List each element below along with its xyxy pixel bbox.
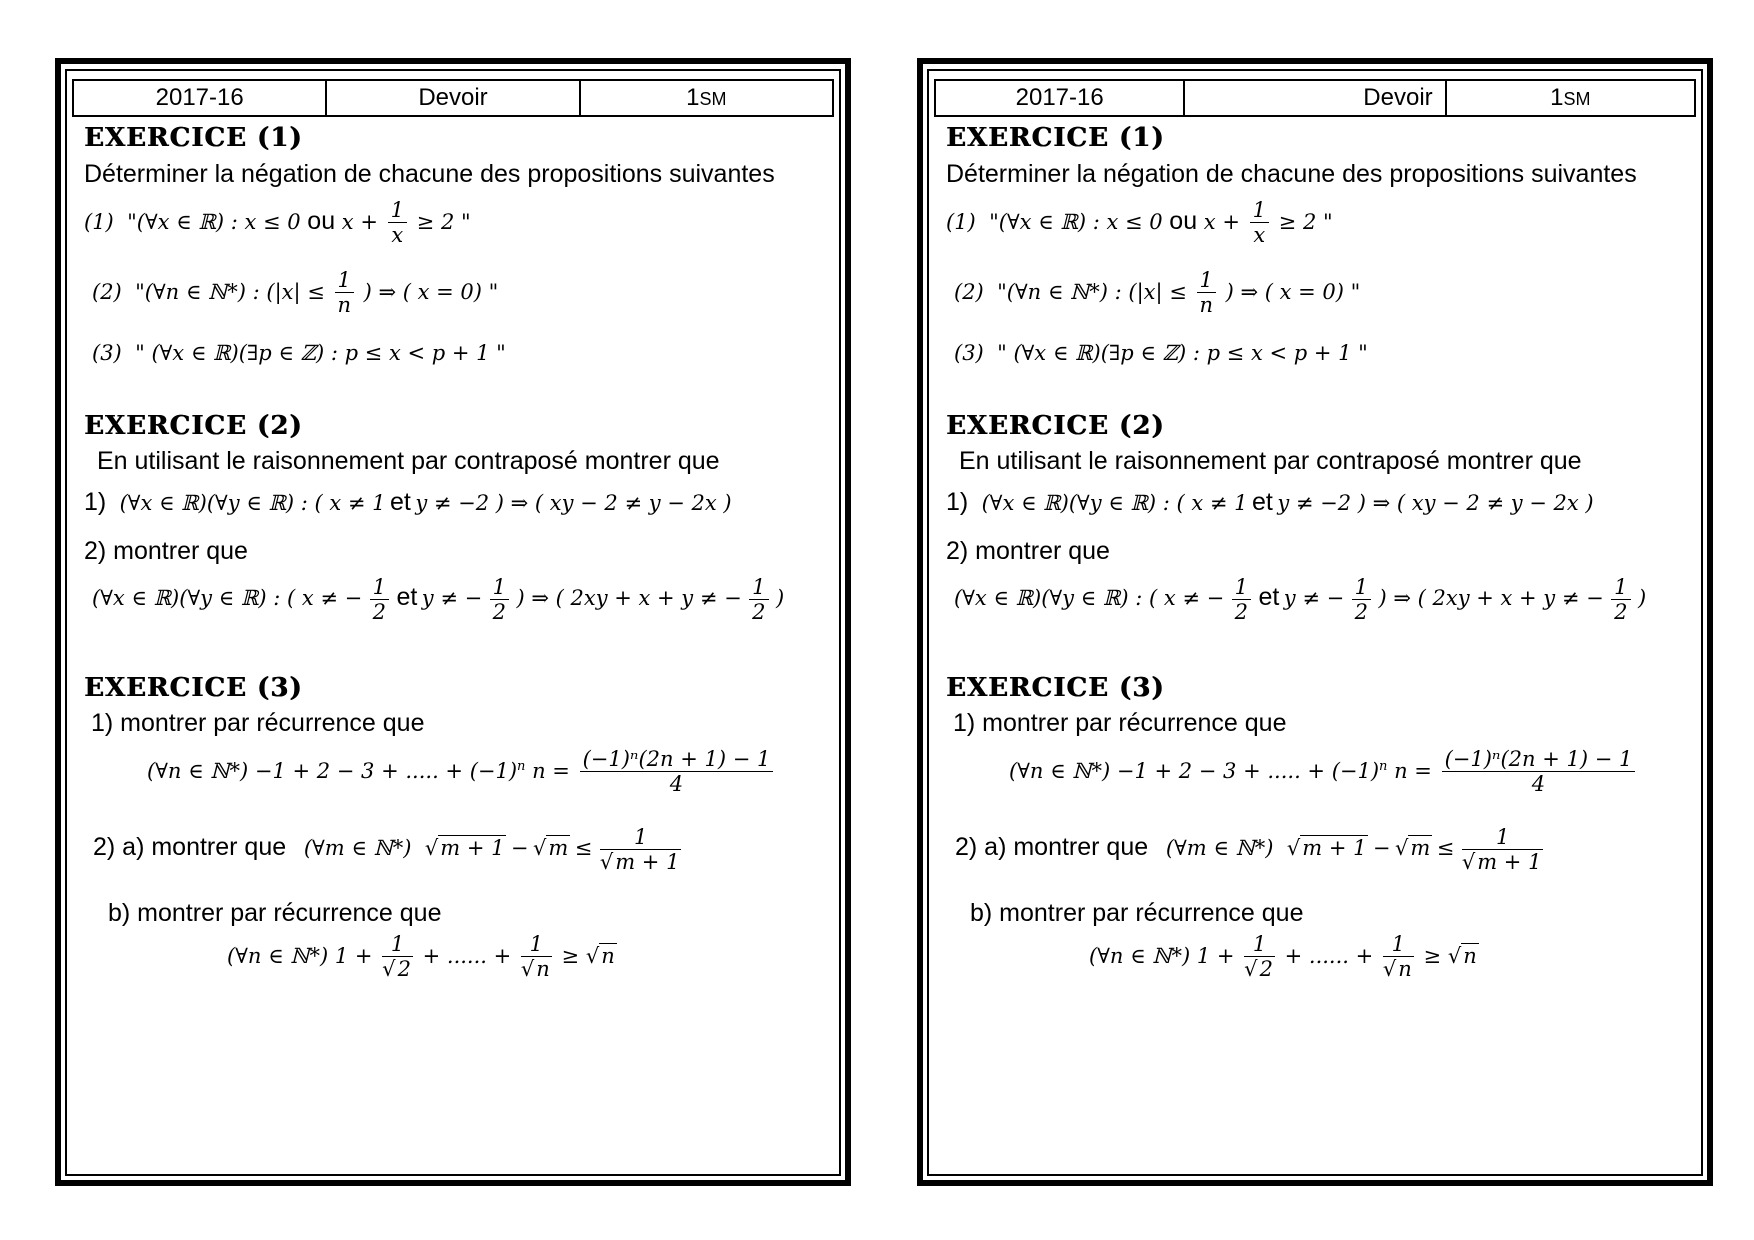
ex1-prop-1: (1) "(∀x ∈ ℝ) : x ≤ 0 ou x + $\frac{1}{x}$ ≥ 2 ": [84, 198, 471, 248]
ex3-title: EXERCICE (3): [946, 673, 1165, 703]
header-kind: Devoir: [1185, 81, 1446, 115]
ex2-q2: (∀x ∈ ℝ)(∀y ∈ ℝ) : ( x ≠ − $\frac{1}{2}$ et y ≠ − $\frac{1}{2}$ ) ⇒ ( 2xy + x + y ≠ − $\frac{1}{2}$ ): [92, 575, 785, 625]
exam-sheet-left: [55, 58, 851, 1186]
header-class: 1SM: [686, 84, 727, 111]
ex1-title: EXERCICE (1): [84, 123, 303, 153]
ex3-title: EXERCICE (3): [84, 673, 303, 703]
exam-sheet-right: [917, 58, 1713, 1186]
sheet-inner-border: [927, 69, 1703, 1176]
header-year: 2017-16: [74, 81, 327, 115]
ex1-prop-2: (2) "(∀n ∈ ℕ*) : (|x| ≤ $\frac{1}{n}$ ) ⇒ ( x = 0) ": [954, 268, 1361, 318]
ex3-q1-formula: (∀n ∈ ℕ*) −1 + 2 − 3 + ..... + $(-1)^n$ n = $\frac{\text{(−1)ⁿ(2n + 1) − 1}}{4}$: [1009, 748, 1638, 797]
ex3-q1-label: 1) montrer par récurrence que: [953, 709, 1287, 737]
header-kind: Devoir: [327, 81, 580, 115]
ex1-prop-3: (3) " (∀x ∈ ℝ)(∃p ∈ ℤ) : p ≤ x < p + 1 ": [92, 341, 506, 365]
ex2-q2-label: 2) montrer que: [946, 537, 1110, 565]
ex3-q1-label: 1) montrer par récurrence que: [91, 709, 425, 737]
header-table: [934, 79, 1696, 117]
sheet-inner-border: [65, 69, 841, 1176]
ex3-q2b-formula: (∀n ∈ ℕ*) 1 + $\frac{1}{√2}$ + ...... + $\frac{1}{√n}$ ≥ √n: [227, 932, 615, 982]
header-year: 2017-16: [936, 81, 1185, 115]
ex2-title: EXERCICE (2): [946, 411, 1165, 441]
header-class: 1SM: [1550, 84, 1591, 111]
ex3-q2b-label: b) montrer par récurrence que: [108, 899, 442, 927]
ex1-intro: Déterminer la négation de chacune des propositions suivantes: [946, 160, 1637, 188]
ex2-title: EXERCICE (2): [84, 411, 303, 441]
ex2-q1: 1) (∀x ∈ ℝ)(∀y ∈ ℝ) : ( x ≠ 1 et y ≠ −2 ) ⇒ ( xy − 2 ≠ y − 2x ): [84, 488, 732, 516]
ex2-q2: (∀x ∈ ℝ)(∀y ∈ ℝ) : ( x ≠ − $\frac{1}{2}$ et y ≠ − $\frac{1}{2}$ ) ⇒ ( 2xy + x + y ≠ − $\frac{1}{2}$ ): [954, 575, 1647, 625]
header-table: [72, 79, 834, 117]
ex2-q1: 1) (∀x ∈ ℝ)(∀y ∈ ℝ) : ( x ≠ 1 et y ≠ −2 ) ⇒ ( xy − 2 ≠ y − 2x ): [946, 488, 1594, 516]
ex3-q1-formula: (∀n ∈ ℕ*) −1 + 2 − 3 + ..... + $(-1)^n$ n = $\frac{\text{(−1)ⁿ(2n + 1) − 1}}{4}$: [147, 748, 776, 797]
ex2-q2-label: 2) montrer que: [84, 537, 248, 565]
ex1-prop-1: (1) "(∀x ∈ ℝ) : x ≤ 0 ou x + $\frac{1}{x}$ ≥ 2 ": [946, 198, 1333, 248]
ex1-title: EXERCICE (1): [946, 123, 1165, 153]
ex1-prop-3: (3) " (∀x ∈ ℝ)(∃p ∈ ℤ) : p ≤ x < p + 1 ": [954, 341, 1368, 365]
ex3-q2a: 2) a) montrer que (∀m ∈ ℕ*) √m + 1 − √m ≤ $\frac{1}{√m + 1}$: [955, 825, 1542, 875]
ex3-q2a: 2) a) montrer que (∀m ∈ ℕ*) √m + 1 − √m ≤ $\frac{1}{√m + 1}$: [93, 825, 680, 875]
ex3-q2b-formula: (∀n ∈ ℕ*) 1 + $\frac{1}{√2}$ + ...... + $\frac{1}{√n}$ ≥ √n: [1089, 932, 1477, 982]
ex3-q2b-label: b) montrer par récurrence que: [970, 899, 1304, 927]
ex1-prop-2: (2) "(∀n ∈ ℕ*) : (|x| ≤ $\frac{1}{n}$ ) ⇒ ( x = 0) ": [92, 268, 499, 318]
ex1-intro: Déterminer la négation de chacune des propositions suivantes: [84, 160, 775, 188]
ex2-intro: En utilisant le raisonnement par contraposé montrer que: [959, 447, 1582, 475]
ex2-intro: En utilisant le raisonnement par contraposé montrer que: [97, 447, 720, 475]
